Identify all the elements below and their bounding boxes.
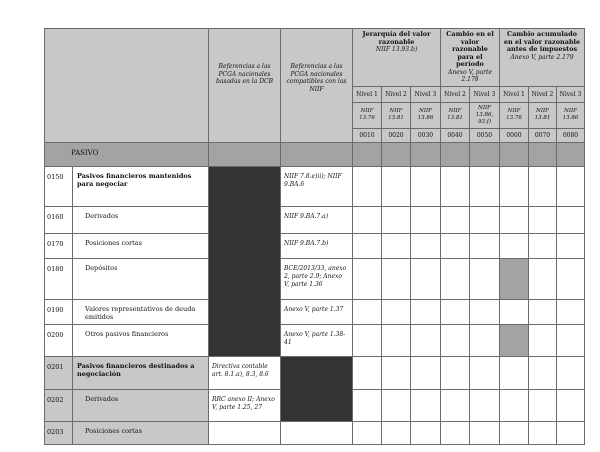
data-cell[interactable] bbox=[411, 233, 441, 258]
row-code: 0180 bbox=[45, 258, 73, 299]
niif-ref-header: NIIF 13.86, 93.f) bbox=[470, 102, 500, 128]
row-ref-niif: NIIF 9.BA.7.b) bbox=[281, 233, 353, 258]
data-cell[interactable] bbox=[411, 299, 441, 324]
data-cell[interactable] bbox=[411, 206, 441, 233]
row-label: Depósitos bbox=[73, 258, 209, 299]
row-label: Pasivos financieros mantenidos para negociar bbox=[73, 166, 209, 206]
header-corner bbox=[45, 29, 209, 143]
header-group-change-accumulated: Cambio acumulado en el valor razonable antes de impuestos Anexo V, parte 2.179 bbox=[500, 29, 585, 87]
row-label: Pasivos financieros destinados a negociación bbox=[73, 356, 209, 389]
row-code: 0201 bbox=[45, 356, 73, 389]
data-cell[interactable] bbox=[557, 324, 585, 356]
niif-ref-header: NIIF 13.81 bbox=[441, 102, 470, 128]
row-ref-niif bbox=[281, 421, 353, 444]
level-header: Nivel 3 bbox=[470, 86, 500, 102]
data-cell[interactable] bbox=[500, 166, 529, 206]
row-ref-dcb bbox=[209, 421, 281, 444]
row-ref-dcb: RRC anexo II; Anexo V, parte 1.25, 27 bbox=[209, 389, 281, 421]
data-cell[interactable] bbox=[557, 206, 585, 233]
level-header: Nivel 2 bbox=[382, 86, 411, 102]
data-cell[interactable] bbox=[557, 258, 585, 299]
niif-ref-header: NIIF 13.81 bbox=[382, 102, 411, 128]
level-header: Nivel 3 bbox=[557, 86, 585, 102]
data-cell-blocked bbox=[500, 324, 529, 356]
table-row bbox=[45, 356, 585, 389]
level-header: Nivel 2 bbox=[441, 86, 470, 102]
data-cell[interactable] bbox=[411, 356, 441, 389]
data-cell[interactable] bbox=[529, 324, 557, 356]
niif-ref-header: NIIF 13.76 bbox=[500, 102, 529, 128]
data-cell[interactable] bbox=[500, 299, 529, 324]
data-cell[interactable] bbox=[382, 421, 411, 444]
section-label: PASIVO bbox=[45, 142, 209, 166]
data-cell[interactable] bbox=[470, 421, 500, 444]
row-ref-niif: BCE/2013/33, anexo 2, parte 2.9; Anexo V, parte 1.36 bbox=[281, 258, 353, 299]
data-cell[interactable] bbox=[470, 389, 500, 421]
table-row bbox=[45, 233, 585, 258]
table-row bbox=[45, 258, 585, 299]
data-cell[interactable] bbox=[382, 258, 411, 299]
row-code: 0200 bbox=[45, 324, 73, 356]
level-header: Nivel 2 bbox=[529, 86, 557, 102]
column-code: 0070 bbox=[529, 128, 557, 142]
data-cell[interactable] bbox=[411, 324, 441, 356]
data-cell[interactable] bbox=[353, 258, 382, 299]
row-ref-niif: Anexo V, parte 1.38-41 bbox=[281, 324, 353, 356]
column-code: 0010 bbox=[353, 128, 382, 142]
data-cell[interactable] bbox=[500, 389, 529, 421]
data-cell[interactable] bbox=[353, 206, 382, 233]
data-cell[interactable] bbox=[470, 299, 500, 324]
row-code: 0202 bbox=[45, 389, 73, 421]
data-cell[interactable] bbox=[500, 356, 529, 389]
ref-niif-blocked bbox=[281, 356, 353, 421]
data-cell[interactable] bbox=[470, 324, 500, 356]
data-cell[interactable] bbox=[411, 166, 441, 206]
data-cell[interactable] bbox=[353, 233, 382, 258]
data-cell[interactable] bbox=[353, 299, 382, 324]
row-ref-dcb: Directiva contable art. 8.1.a), 8.3, 8.6 bbox=[209, 356, 281, 389]
data-cell[interactable] bbox=[557, 299, 585, 324]
data-cell[interactable] bbox=[529, 299, 557, 324]
row-label: Derivados bbox=[73, 206, 209, 233]
data-cell[interactable] bbox=[529, 166, 557, 206]
data-cell[interactable] bbox=[557, 233, 585, 258]
data-cell[interactable] bbox=[557, 421, 585, 444]
table-row bbox=[45, 324, 585, 356]
data-cell[interactable] bbox=[382, 299, 411, 324]
row-code: 0203 bbox=[45, 421, 73, 444]
column-code: 0060 bbox=[500, 128, 529, 142]
row-label: Posiciones cortas bbox=[73, 233, 209, 258]
data-cell[interactable] bbox=[382, 166, 411, 206]
row-code: 0170 bbox=[45, 233, 73, 258]
header-group-change-period: Cambio en el valor razonable para el período Anexo V, parte 2.178 bbox=[441, 29, 500, 87]
data-cell[interactable] bbox=[382, 324, 411, 356]
row-ref-niif: NIIF 9.BA.7.a) bbox=[281, 206, 353, 233]
data-cell-blocked bbox=[500, 258, 529, 299]
row-label: Otros pasivos financieros bbox=[73, 324, 209, 356]
data-cell[interactable] bbox=[557, 389, 585, 421]
niif-ref-header: NIIF 13.86 bbox=[557, 102, 585, 128]
row-code: 0150 bbox=[45, 166, 73, 206]
row-ref-niif: NIIF 7.8.e)ii); NIIF 9.BA.6 bbox=[281, 166, 353, 206]
data-cell[interactable] bbox=[470, 206, 500, 233]
table-row bbox=[45, 299, 585, 324]
data-cell[interactable] bbox=[557, 166, 585, 206]
data-cell[interactable] bbox=[500, 233, 529, 258]
data-cell[interactable] bbox=[529, 356, 557, 389]
row-label: Posiciones cortas bbox=[73, 421, 209, 444]
data-cell[interactable] bbox=[470, 258, 500, 299]
level-header: Nivel 3 bbox=[411, 86, 441, 102]
column-code: 0030 bbox=[411, 128, 441, 142]
header-ref-niif: Referencias a las PCGA nacionales compatibles con las NIIF bbox=[281, 29, 353, 143]
data-cell[interactable] bbox=[353, 324, 382, 356]
header-group-hierarchy: Jerarquía del valor razonable NIIF 13.93.b) bbox=[353, 29, 441, 87]
level-header: Nivel 1 bbox=[500, 86, 529, 102]
data-cell[interactable] bbox=[411, 389, 441, 421]
data-cell[interactable] bbox=[441, 324, 470, 356]
niif-ref-header: NIIF 13.81 bbox=[529, 102, 557, 128]
data-cell[interactable] bbox=[441, 421, 470, 444]
data-cell[interactable] bbox=[382, 233, 411, 258]
data-cell[interactable] bbox=[441, 389, 470, 421]
data-cell[interactable] bbox=[353, 389, 382, 421]
data-cell[interactable] bbox=[441, 206, 470, 233]
data-cell[interactable] bbox=[441, 258, 470, 299]
row-label: Valores representativos de deuda emitidos bbox=[73, 299, 209, 324]
data-cell[interactable] bbox=[529, 233, 557, 258]
niif-ref-header: NIIF 13.76 bbox=[353, 102, 382, 128]
table-row bbox=[45, 421, 585, 444]
data-cell[interactable] bbox=[382, 389, 411, 421]
data-cell[interactable] bbox=[441, 299, 470, 324]
data-cell[interactable] bbox=[382, 206, 411, 233]
data-cell[interactable] bbox=[441, 166, 470, 206]
column-code: 0050 bbox=[470, 128, 500, 142]
data-cell[interactable] bbox=[411, 258, 441, 299]
row-code: 0190 bbox=[45, 299, 73, 324]
data-cell[interactable] bbox=[382, 356, 411, 389]
data-cell[interactable] bbox=[529, 421, 557, 444]
column-code: 0040 bbox=[441, 128, 470, 142]
data-cell[interactable] bbox=[441, 356, 470, 389]
column-code: 0020 bbox=[382, 128, 411, 142]
fair-value-table bbox=[44, 28, 585, 445]
data-cell[interactable] bbox=[470, 166, 500, 206]
niif-ref-header: NIIF 13.86 bbox=[411, 102, 441, 128]
table-row bbox=[45, 206, 585, 233]
data-cell[interactable] bbox=[470, 233, 500, 258]
data-cell[interactable] bbox=[353, 421, 382, 444]
row-label: Derivados bbox=[73, 389, 209, 421]
data-cell[interactable] bbox=[353, 356, 382, 389]
data-cell[interactable] bbox=[529, 206, 557, 233]
data-cell[interactable] bbox=[500, 421, 529, 444]
column-code: 0080 bbox=[557, 128, 585, 142]
row-ref-niif: Anexo V, parte 1.37 bbox=[281, 299, 353, 324]
ref-dcb-blocked bbox=[209, 166, 281, 356]
level-header: Nivel 1 bbox=[353, 86, 382, 102]
data-cell[interactable] bbox=[529, 389, 557, 421]
row-code: 0160 bbox=[45, 206, 73, 233]
data-cell[interactable] bbox=[529, 258, 557, 299]
data-cell[interactable] bbox=[470, 356, 500, 389]
data-cell[interactable] bbox=[353, 166, 382, 206]
table-row bbox=[45, 166, 585, 206]
data-cell[interactable] bbox=[411, 421, 441, 444]
header-ref-dcb: Referencias a las PCGA nacionales basadas en la DCB bbox=[209, 29, 281, 143]
data-cell[interactable] bbox=[500, 206, 529, 233]
data-cell[interactable] bbox=[557, 356, 585, 389]
data-cell[interactable] bbox=[441, 233, 470, 258]
